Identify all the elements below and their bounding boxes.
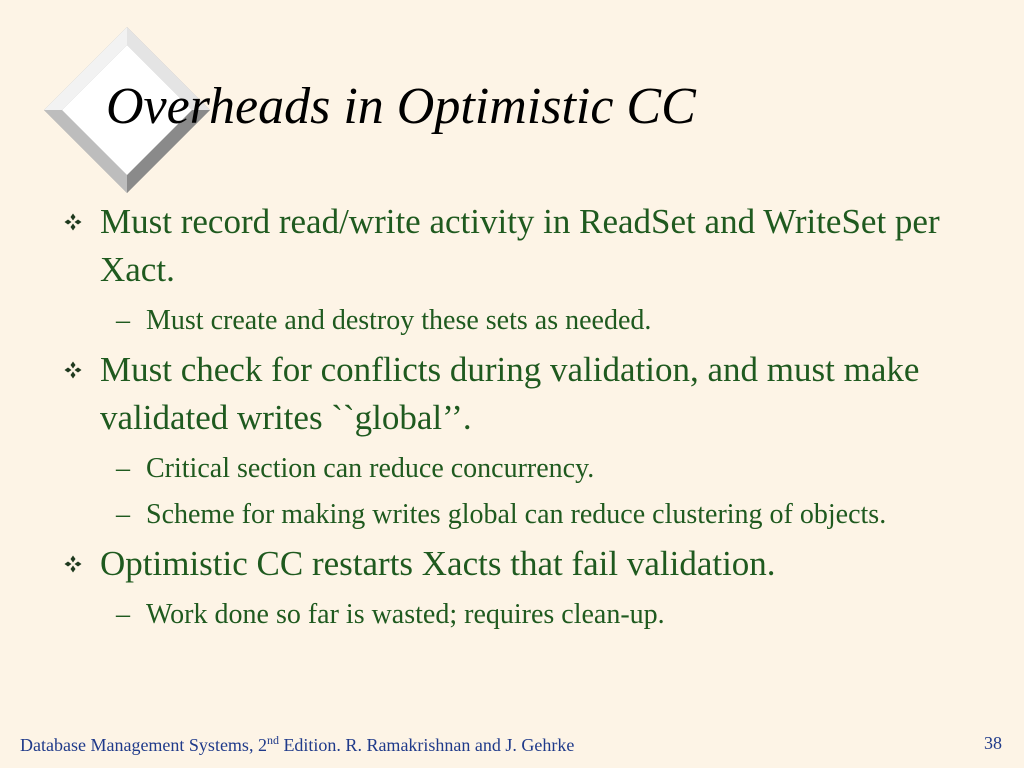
sub-bullet-marker: – — [116, 599, 130, 630]
sub-bullet-item — [60, 302, 980, 340]
sub-bullet-text: Work done so far is wasted; requires clean-up. — [146, 599, 665, 630]
bullet-list — [60, 192, 980, 634]
sub-bullet-item — [60, 496, 980, 534]
sub-bullet-item — [60, 450, 980, 488]
bullet-text: Must check for conflicts during validation, and must make validated writes ``global’’. — [100, 350, 920, 437]
footer-source — [20, 733, 574, 756]
four-diamond-bullet-icon — [64, 540, 88, 588]
sub-bullet-text: Critical section can reduce concurrency. — [146, 453, 595, 484]
sub-bullet-text: Scheme for making writes global can reduce clustering of objects. — [146, 499, 887, 530]
page-number: 38 — [984, 733, 1002, 753]
sub-bullet-marker: – — [116, 453, 130, 484]
footer-source-suffix: Edition. R. Ramakrishnan and J. Gehrke — [278, 735, 575, 755]
sub-bullet-text: Must create and destroy these sets as needed. — [146, 305, 652, 336]
bullet-item — [60, 540, 980, 588]
sub-bullet-marker: – — [116, 499, 130, 530]
four-diamond-bullet-icon — [64, 346, 88, 394]
bullet-text: Must record read/write activity in ReadSet and WriteSet per Xact. — [100, 202, 940, 289]
bullet-item — [60, 346, 980, 442]
bullet-item — [60, 198, 980, 294]
four-diamond-bullet-icon — [64, 198, 88, 246]
footer-source-prefix: Database Management Systems, 2 — [20, 735, 267, 755]
slide-title: Overheads in Optimistic CC — [106, 78, 696, 135]
sub-bullet-item — [60, 596, 980, 634]
bullet-text: Optimistic CC restarts Xacts that fail validation. — [100, 544, 776, 583]
footer-source-sup: nd — [266, 733, 279, 747]
sub-bullet-marker: – — [116, 305, 130, 336]
